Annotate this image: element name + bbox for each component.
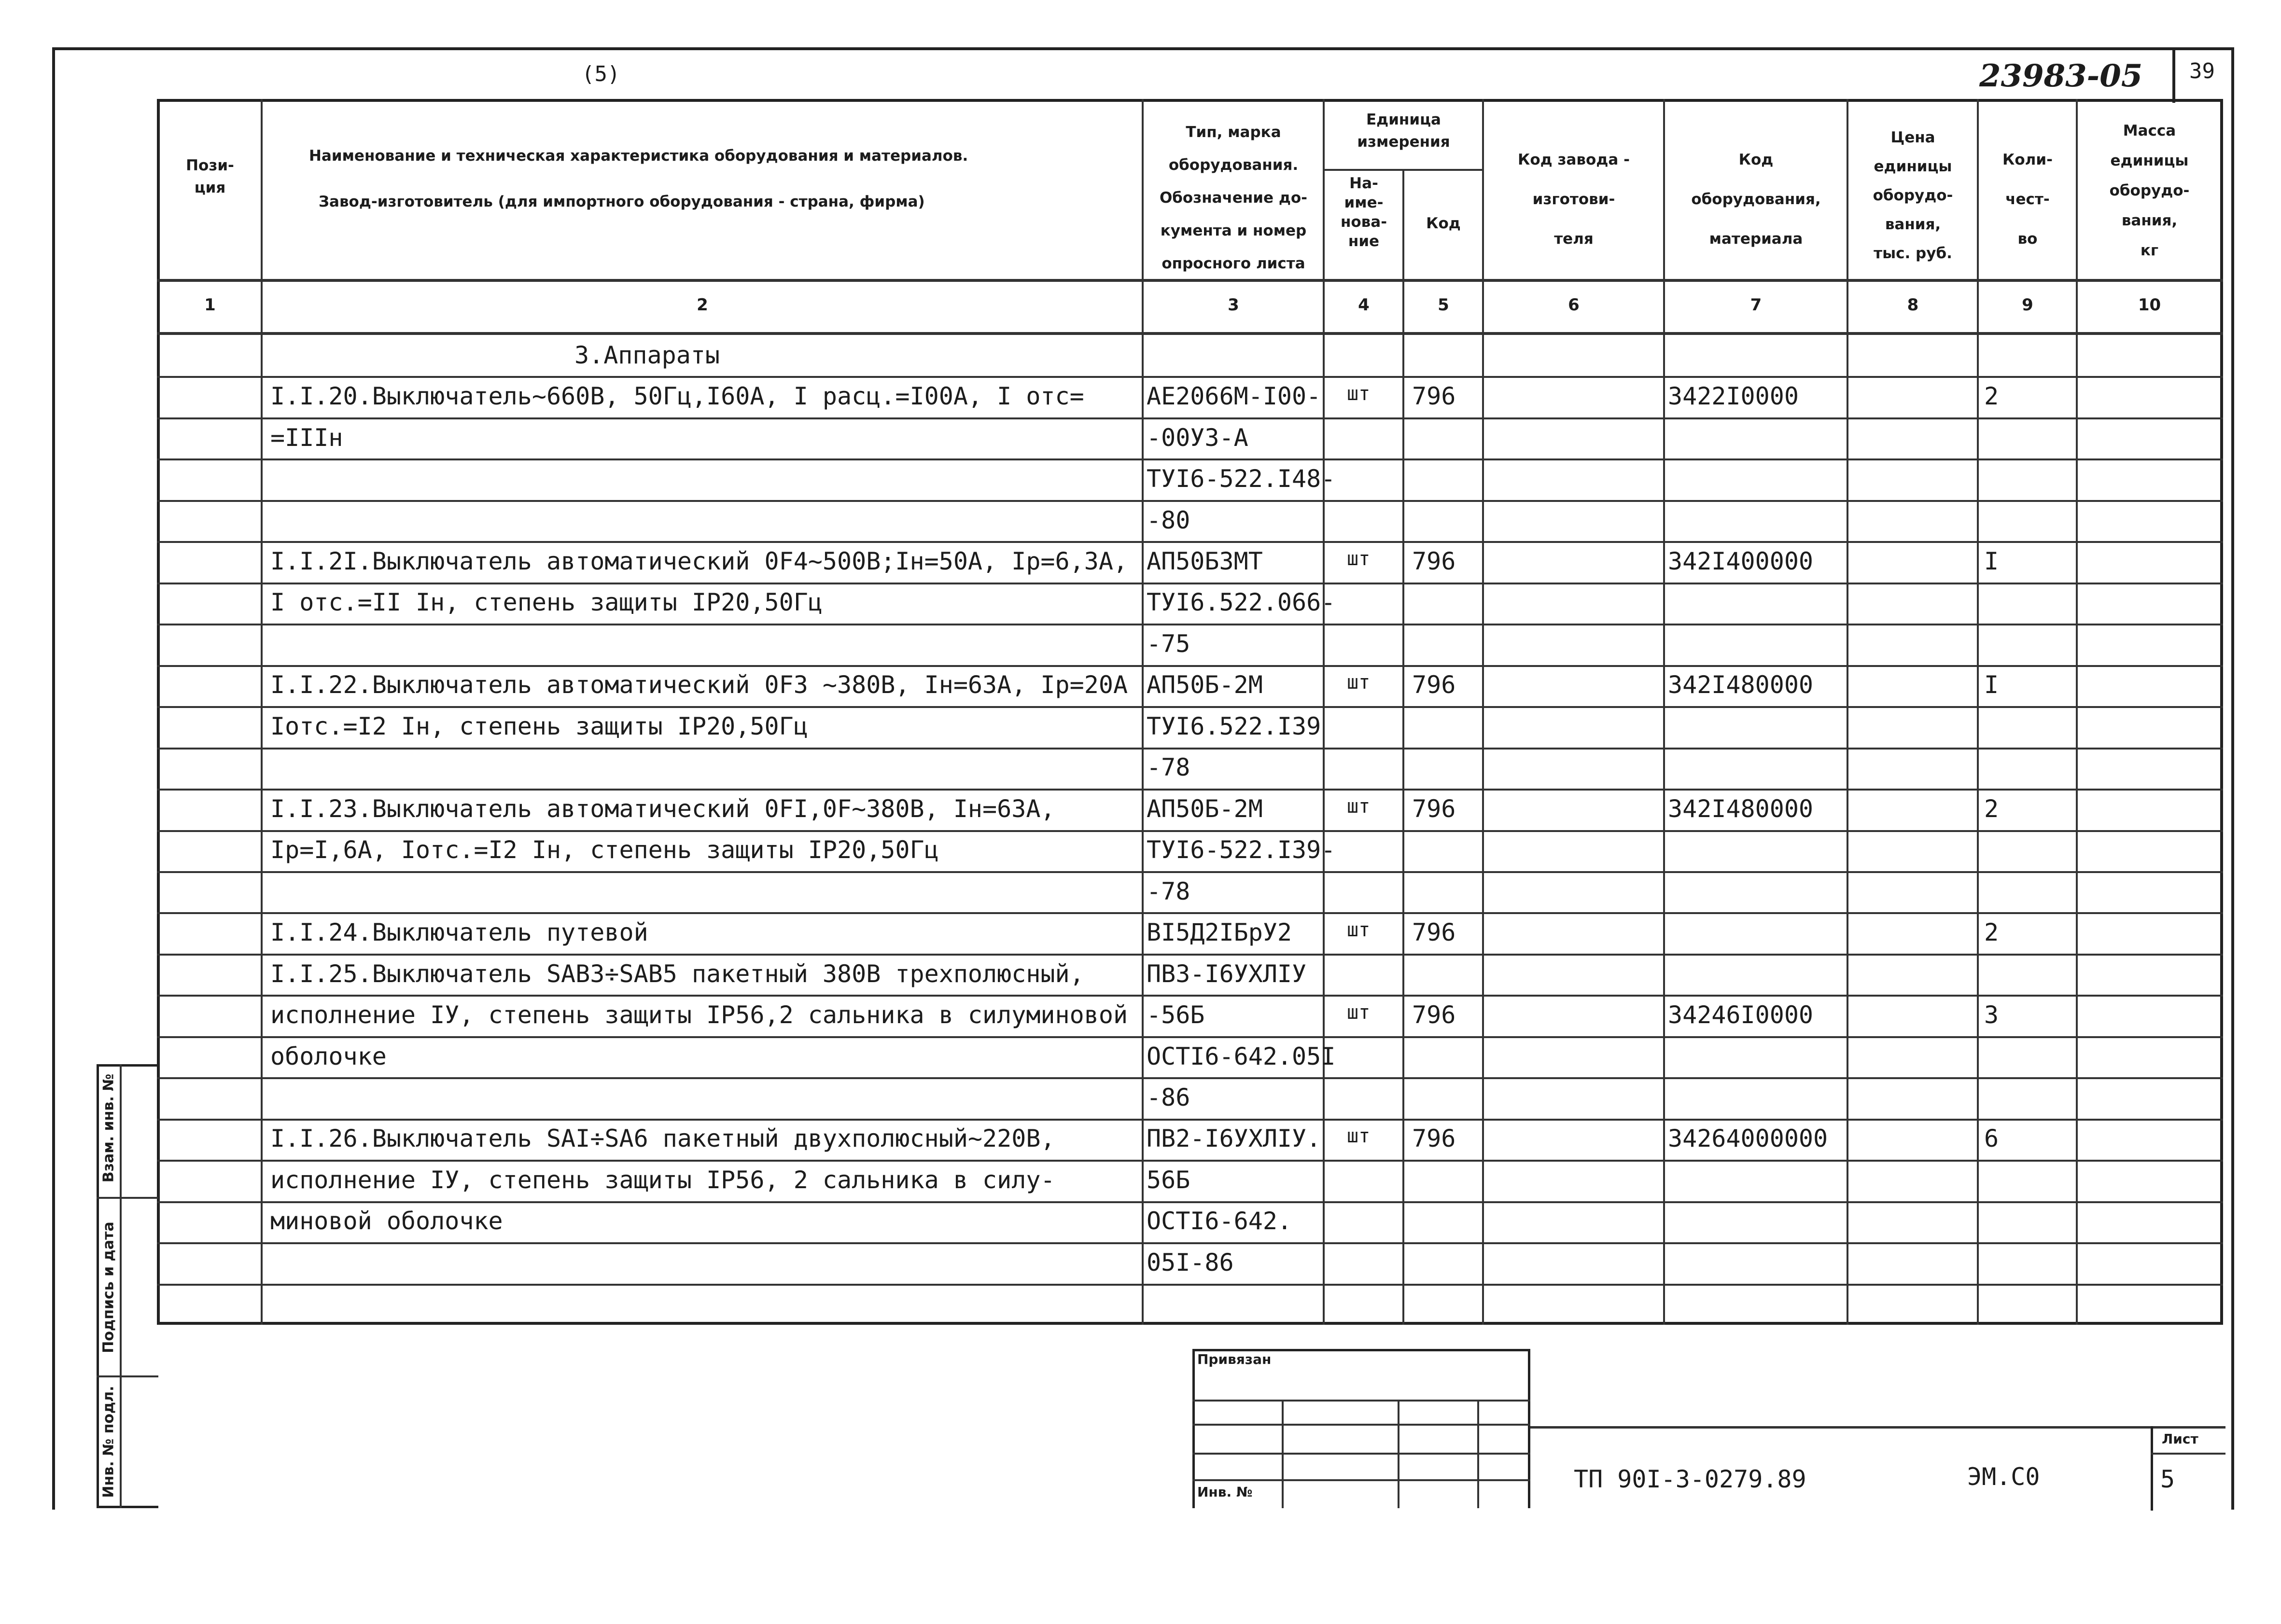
doc-code: ТП 90I-3-0279.89 <box>1574 1465 1806 1493</box>
cell-qty: I <box>1984 671 1999 699</box>
col5-title: Код <box>1426 215 1461 232</box>
header-marker: (5) <box>582 62 620 86</box>
side-strip-inner-line <box>120 1064 122 1508</box>
row-line <box>157 1242 2223 1244</box>
cell-type: ОСТI6-642.05I <box>1147 1042 1336 1070</box>
colnum-3: 3 <box>1228 295 1239 315</box>
cell-name: исполнение IУ, степень защиты IP56,2 сальника в силуминовой <box>270 1001 1128 1029</box>
cell-type: 56Б <box>1147 1166 1190 1194</box>
cell-type: ТУI6.522.I39 <box>1147 712 1321 740</box>
col-line-5 <box>1482 99 1484 1325</box>
col7-title: Код оборудования, материала <box>1691 151 1821 248</box>
cell-qty: 2 <box>1984 918 1999 946</box>
cell-code: 796 <box>1412 795 1456 823</box>
cell-unit: шт <box>1347 383 1371 405</box>
row-line <box>157 830 2223 832</box>
colnum-4: 4 <box>1358 295 1370 315</box>
cell-code: 796 <box>1412 1001 1456 1029</box>
cell-type: ВI5Д2IБрУ2 <box>1147 918 1292 946</box>
stamp-row-3 <box>1192 1453 1530 1455</box>
row-line <box>157 1284 2223 1286</box>
col4-title: На- име- нова- ние <box>1340 175 1387 250</box>
cell-name: I.I.23.Выключатель автоматический 0FI,0F~380В, Iн=63А, <box>270 795 1055 823</box>
cell-code: 796 <box>1412 547 1456 575</box>
col6-title: Код завода - изготови- теля <box>1518 151 1630 248</box>
cell-mat: 342I400000 <box>1668 547 1814 575</box>
colnum-2: 2 <box>697 295 708 315</box>
cell-type: АЕ2066М-I00- <box>1147 382 1321 410</box>
cell-unit: шт <box>1347 1125 1371 1147</box>
privyazan-label: Привязан <box>1197 1351 1272 1367</box>
row-line <box>157 871 2223 873</box>
cell-type: ТУI6.522.066- <box>1147 588 1336 616</box>
cell-type: -56Б <box>1147 1001 1205 1029</box>
cell-name: исполнение IУ, степень защиты IP56, 2 сальника в силу- <box>270 1166 1055 1194</box>
col-line-3 <box>1323 99 1325 1325</box>
cell-name: I.I.26.Выключатель SAI÷SA6 пакетный двухполюсный~220В, <box>270 1124 1055 1152</box>
cell-name: I.I.20.Выключатель~660В, 50Гц,I60А, I расц.=I00А, I отс= <box>270 382 1084 410</box>
cell-type: -80 <box>1147 506 1190 534</box>
row-line <box>157 417 2223 419</box>
row-line <box>157 583 2223 584</box>
cell-unit: шт <box>1347 671 1371 694</box>
cell-code: 796 <box>1412 382 1456 410</box>
cell-name: I отс.=II Iн, степень защиты IP20,50Гц <box>270 588 823 616</box>
cell-qty: I <box>1984 547 1999 575</box>
colnum-10: 10 <box>2138 295 2161 315</box>
cell-mat: 34264000000 <box>1668 1124 1828 1152</box>
colnum-5: 5 <box>1438 295 1449 315</box>
row-line <box>157 458 2223 460</box>
cell-mat: 342I480000 <box>1668 795 1814 823</box>
cell-unit: шт <box>1347 795 1371 818</box>
cell-type: АП50Б-2М <box>1147 795 1263 823</box>
row-line <box>157 500 2223 502</box>
cell-type: АП50Б-2М <box>1147 671 1263 699</box>
cell-type: АП50Б3МТ <box>1147 547 1263 575</box>
cell-name: I.I.25.Выключатель SAB3÷SAB5 пакетный 380В трехполюсный, <box>270 960 1084 988</box>
col10-title: Масса единицы оборудо- вания, кг <box>2109 122 2190 259</box>
cell-mat: 34246I0000 <box>1668 1001 1814 1029</box>
colnum-6: 6 <box>1568 295 1580 315</box>
col8-title: Цена единицы оборудо- вания, тыс. руб. <box>1873 129 1953 262</box>
row-line <box>157 912 2223 914</box>
cell-qty: 3 <box>1984 1001 1999 1029</box>
row-line <box>157 706 2223 708</box>
row-line <box>157 954 2223 956</box>
cell-type: ПВЗ-I6УХЛIУ <box>1147 960 1307 988</box>
cell-qty: 6 <box>1984 1124 1999 1152</box>
cell-code: 796 <box>1412 671 1456 699</box>
col2-title-line2: Завод-изготовитель (для импортного оборудования - страна, фирма) <box>319 193 925 210</box>
cell-type: -78 <box>1147 877 1190 905</box>
col2-title-line1: Наименование и техническая характеристика оборудования и материалов. <box>309 147 968 165</box>
col-line-9 <box>2076 99 2078 1325</box>
cell-name: I.I.2I.Выключатель автоматический 0F4~500В;Iн=50А, Iр=6,3А, <box>270 547 1128 575</box>
stamp-col-2 <box>1398 1400 1399 1508</box>
cell-code: 796 <box>1412 918 1456 946</box>
corner-box <box>2172 47 2175 103</box>
cell-mat: 3422I0000 <box>1668 382 1799 410</box>
list-label: Лист <box>2162 1431 2198 1447</box>
row-line <box>157 748 2223 750</box>
col-line-1 <box>261 99 263 1325</box>
row-line <box>157 789 2223 791</box>
inv-label: Инв. № <box>1197 1484 1253 1500</box>
col1-title: Пози- ция <box>186 157 234 196</box>
cell-type: ТУI6-522.I48- <box>1147 465 1336 493</box>
colnum-7: 7 <box>1750 295 1762 315</box>
col3-title: Тип, марка оборудования. Обозначение до- кумента и номер опросного листа <box>1159 124 1308 272</box>
header-bottom-line <box>157 279 2223 282</box>
cell-name: =IIIн <box>270 424 343 452</box>
stamp-row-4 <box>1192 1479 1530 1481</box>
unit-title: Единица измерения <box>1357 111 1450 151</box>
cell-unit: шт <box>1347 548 1371 570</box>
col-line-8 <box>1977 99 1979 1325</box>
col-line-6 <box>1663 99 1665 1325</box>
corner-number: 39 <box>2189 59 2215 83</box>
cell-unit: шт <box>1347 1001 1371 1024</box>
cell-type: -75 <box>1147 630 1190 658</box>
cell-name: оболочке <box>270 1042 387 1070</box>
col9-title: Коли- чест- во <box>2002 151 2053 248</box>
cell-type: -86 <box>1147 1083 1190 1111</box>
row-line <box>157 1201 2223 1203</box>
cell-type: ТУI6-522.I39- <box>1147 836 1336 864</box>
cell-qty: 2 <box>1984 795 1999 823</box>
colnum-bottom-line <box>157 332 2223 335</box>
cell-type: ПВ2-I6УХЛIУ. <box>1147 1124 1321 1152</box>
cell-name: 3.Аппараты <box>574 341 720 369</box>
sheet-code: ЭМ.С0 <box>1967 1463 2040 1491</box>
side-label-inv: Инв. № подл. <box>100 1386 117 1498</box>
side-label-podpis: Подпись и дата <box>100 1221 117 1353</box>
cell-name: Iр=I,6А, Iотс.=I2 Iн, степень защиты IP20,50Гц <box>270 836 939 864</box>
cell-mat: 342I480000 <box>1668 671 1814 699</box>
row-line <box>157 1160 2223 1162</box>
stamp-row-1 <box>1192 1400 1530 1402</box>
stamp-row-2 <box>1192 1424 1530 1426</box>
row-line <box>157 995 2223 997</box>
cell-type: ОСТI6-642. <box>1147 1207 1292 1235</box>
colnum-9: 9 <box>2022 295 2033 315</box>
cell-name: Iотс.=I2 Iн, степень защиты IP20,50Гц <box>270 712 808 740</box>
col-line-2 <box>1142 99 1144 1325</box>
list-box-div <box>2151 1453 2225 1455</box>
row-line <box>157 1077 2223 1079</box>
side-label-vzam: Взам. инв. № <box>100 1073 117 1183</box>
archive-number: 23983-05 <box>1979 58 2143 94</box>
colnum-8: 8 <box>1907 295 1919 315</box>
cell-unit: шт <box>1347 919 1371 941</box>
col-line-7 <box>1847 99 1848 1325</box>
colnum-1: 1 <box>204 295 216 315</box>
cell-qty: 2 <box>1984 382 1999 410</box>
stamp-col-3 <box>1477 1400 1479 1508</box>
row-line <box>157 541 2223 543</box>
title-block-top <box>1530 1426 2225 1429</box>
cell-type: -00УЗ-А <box>1147 424 1248 452</box>
cell-type: -78 <box>1147 753 1190 781</box>
row-line <box>157 624 2223 625</box>
cell-name: миновой оболочке <box>270 1207 503 1235</box>
row-line <box>157 376 2223 378</box>
col-line-4 <box>1402 169 1404 1325</box>
row-line <box>157 665 2223 667</box>
cell-name: I.I.24.Выключатель путевой <box>270 918 648 946</box>
row-line <box>157 1036 2223 1038</box>
stamp-col-1 <box>1282 1400 1284 1508</box>
row-line <box>157 1119 2223 1121</box>
cell-name: I.I.22.Выключатель автоматический 0F3 ~380В, Iн=63А, Iр=20А <box>270 671 1128 699</box>
cell-type: 05I-86 <box>1147 1249 1234 1277</box>
cell-code: 796 <box>1412 1124 1456 1152</box>
list-number: 5 <box>2160 1465 2175 1493</box>
